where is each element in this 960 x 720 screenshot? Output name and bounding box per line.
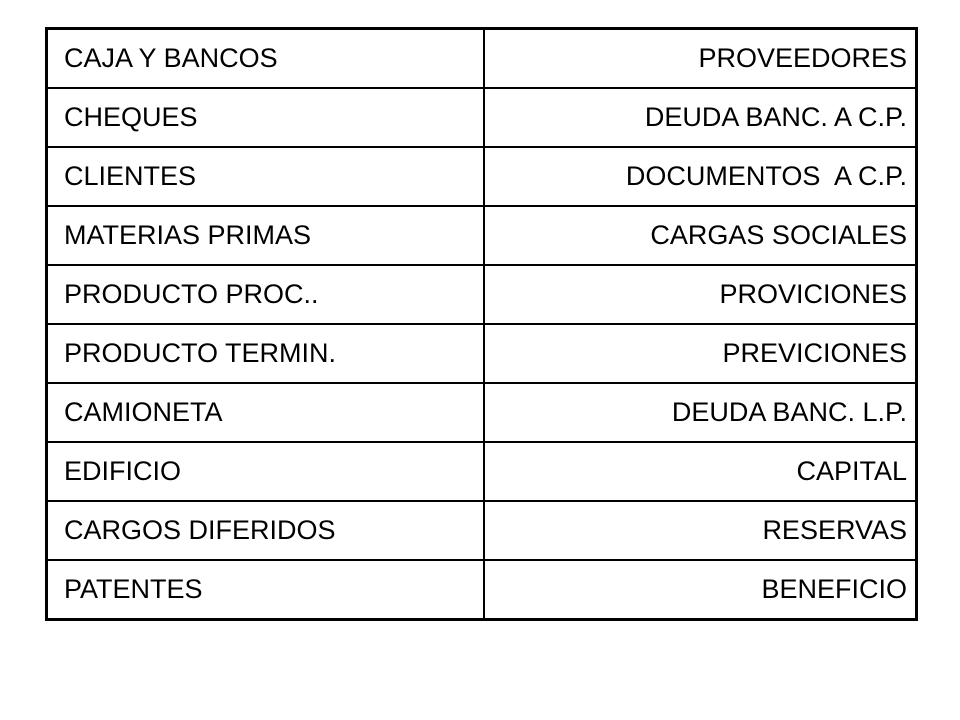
liability-account-cell: BENEFICIO (484, 560, 917, 620)
asset-account-cell: EDIFICIO (47, 442, 484, 501)
liability-account-cell: CAPITAL (484, 442, 917, 501)
asset-account-cell: PRODUCTO PROC.. (47, 265, 484, 324)
table-row (47, 324, 917, 383)
table-row (47, 29, 917, 89)
table-row (47, 383, 917, 442)
asset-account-cell: PATENTES (47, 560, 484, 620)
liability-account-cell: PREVICIONES (484, 324, 917, 383)
accounts-table-body (47, 29, 917, 620)
table-row (47, 88, 917, 147)
liability-account-cell: CARGAS SOCIALES (484, 206, 917, 265)
table-row (47, 560, 917, 620)
asset-account-cell: CARGOS DIFERIDOS (47, 501, 484, 560)
accounts-table (45, 27, 918, 621)
asset-account-cell: PRODUCTO TERMIN. (47, 324, 484, 383)
table-row (47, 265, 917, 324)
asset-account-cell: CLIENTES (47, 147, 484, 206)
asset-account-cell: CAMIONETA (47, 383, 484, 442)
liability-account-cell: DEUDA BANC. A C.P. (484, 88, 917, 147)
table-row (47, 442, 917, 501)
liability-account-cell: DEUDA BANC. L.P. (484, 383, 917, 442)
table-row (47, 147, 917, 206)
asset-account-cell: MATERIAS PRIMAS (47, 206, 484, 265)
liability-account-cell: PROVICIONES (484, 265, 917, 324)
liability-account-cell: PROVEEDORES (484, 29, 917, 89)
asset-account-cell: CAJA Y BANCOS (47, 29, 484, 89)
table-row (47, 501, 917, 560)
table-row (47, 206, 917, 265)
liability-account-cell: DOCUMENTOS A C.P. (484, 147, 917, 206)
asset-account-cell: CHEQUES (47, 88, 484, 147)
liability-account-cell: RESERVAS (484, 501, 917, 560)
